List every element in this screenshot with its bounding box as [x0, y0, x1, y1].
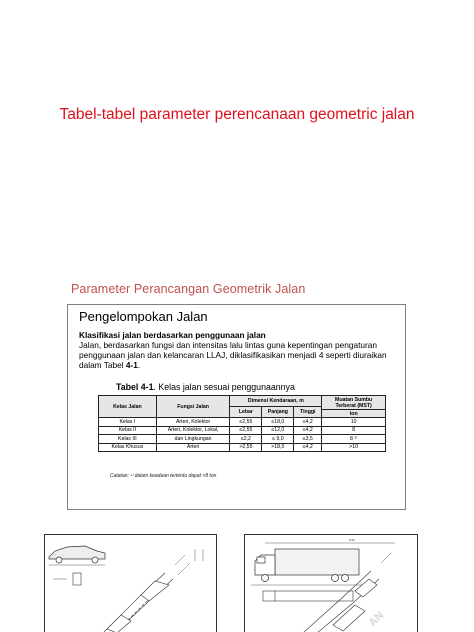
car-drawing-svg	[45, 535, 217, 632]
header-mst-unit: ton	[322, 410, 386, 418]
table-row	[99, 418, 386, 427]
cell-mst: 10	[322, 418, 386, 427]
cell-panjang: >18,0	[262, 443, 294, 452]
cell-kelas: Kelas I	[99, 418, 157, 427]
car-side-view-icon	[49, 546, 105, 565]
panel-paragraph	[79, 340, 399, 370]
cell-mst: 8	[322, 426, 386, 435]
cell-panjang: ≤18,0	[262, 418, 294, 427]
table-caption-number: Tabel 4-1	[116, 382, 154, 392]
truck-side-view-icon	[251, 549, 365, 585]
table-row	[99, 435, 386, 444]
truck-turning-path-drawing	[244, 534, 418, 632]
table-caption-text: . Kelas jalan sesuai penggunaannya	[153, 382, 295, 392]
panel-heading: Pengelompokan Jalan	[79, 309, 208, 324]
header-fungsi: Fungsi Jalan	[156, 396, 230, 418]
road-class-table	[98, 395, 386, 452]
car-turning-path-drawing	[44, 534, 217, 632]
truck-plan-view-icon	[263, 591, 353, 601]
table-row	[99, 443, 386, 452]
cell-fungsi: dan Lingkungan	[156, 435, 230, 444]
cell-mst: >10	[322, 443, 386, 452]
panel-intro-bold: Klasifikasi jalan berdasarkan penggunaan jalan	[79, 330, 266, 340]
cell-tinggi: ≤4,2	[294, 418, 322, 427]
cell-kelas: Kelas Khusus	[99, 443, 157, 452]
header-panjang: Panjang	[262, 407, 294, 418]
section-subtitle: Parameter Perancangan Geometrik Jalan	[71, 282, 306, 296]
cell-lebar: >2,55	[230, 443, 262, 452]
cell-kelas: Kelas III	[99, 435, 157, 444]
table-caption	[116, 382, 295, 392]
cell-lebar: ≤2,55	[230, 426, 262, 435]
car-turning-lanes	[103, 555, 190, 632]
cell-tinggi: ≤4,2	[294, 426, 322, 435]
cell-tinggi: ≤3,5	[294, 435, 322, 444]
cell-fungsi: Arteri	[156, 443, 230, 452]
header-mst: Muatan Sumbu Terberat (MST)	[322, 396, 386, 410]
car-dimension-marks	[195, 549, 203, 561]
paragraph-end: .	[137, 360, 141, 370]
slide-title: Tabel-tabel parameter perencanaan geometric jalan	[59, 106, 415, 123]
truck-drawing-svg	[245, 535, 418, 632]
cell-lebar: ≤2,2	[230, 435, 262, 444]
watermark-text: AN	[366, 609, 387, 630]
car-plan-view-icon	[53, 573, 81, 585]
table-row	[99, 426, 386, 435]
header-tinggi: Tinggi	[294, 407, 322, 418]
cell-panjang: ≤12,0	[262, 426, 294, 435]
paragraph-text: Jalan, berdasarkan fungsi dan intensitas lalu lintas guna kepentingan pengaturan penggunaan jalan dan kelancaran LLAJ, diklasifikasikan menjadi 4 seperti diuraikan dalam Tabel	[79, 340, 387, 370]
cell-panjang: ≤ 9,0	[262, 435, 294, 444]
cell-fungsi: Arteri, Kolektor, Lokal,	[156, 426, 230, 435]
road-classification-panel	[67, 304, 406, 510]
header-kelas: Kelas Jalan	[99, 396, 157, 418]
table-footnote: Catatan: ¹⁾ dalam keadaan tertentu dapat <8 ton	[110, 473, 217, 479]
header-dimensi: Dimensi Kendaraan, m	[230, 396, 322, 407]
header-lebar: Lebar	[230, 407, 262, 418]
truck-dimension-label: 0,60	[349, 538, 355, 542]
table-reference: 4-1	[125, 360, 138, 370]
cell-lebar: ≤2,55	[230, 418, 262, 427]
cell-tinggi: ≤4,2	[294, 443, 322, 452]
cell-mst: 8 ¹⁾	[322, 435, 386, 444]
cell-kelas: Kelas II	[99, 426, 157, 435]
cell-fungsi: Arteri, Kolektor	[156, 418, 230, 427]
